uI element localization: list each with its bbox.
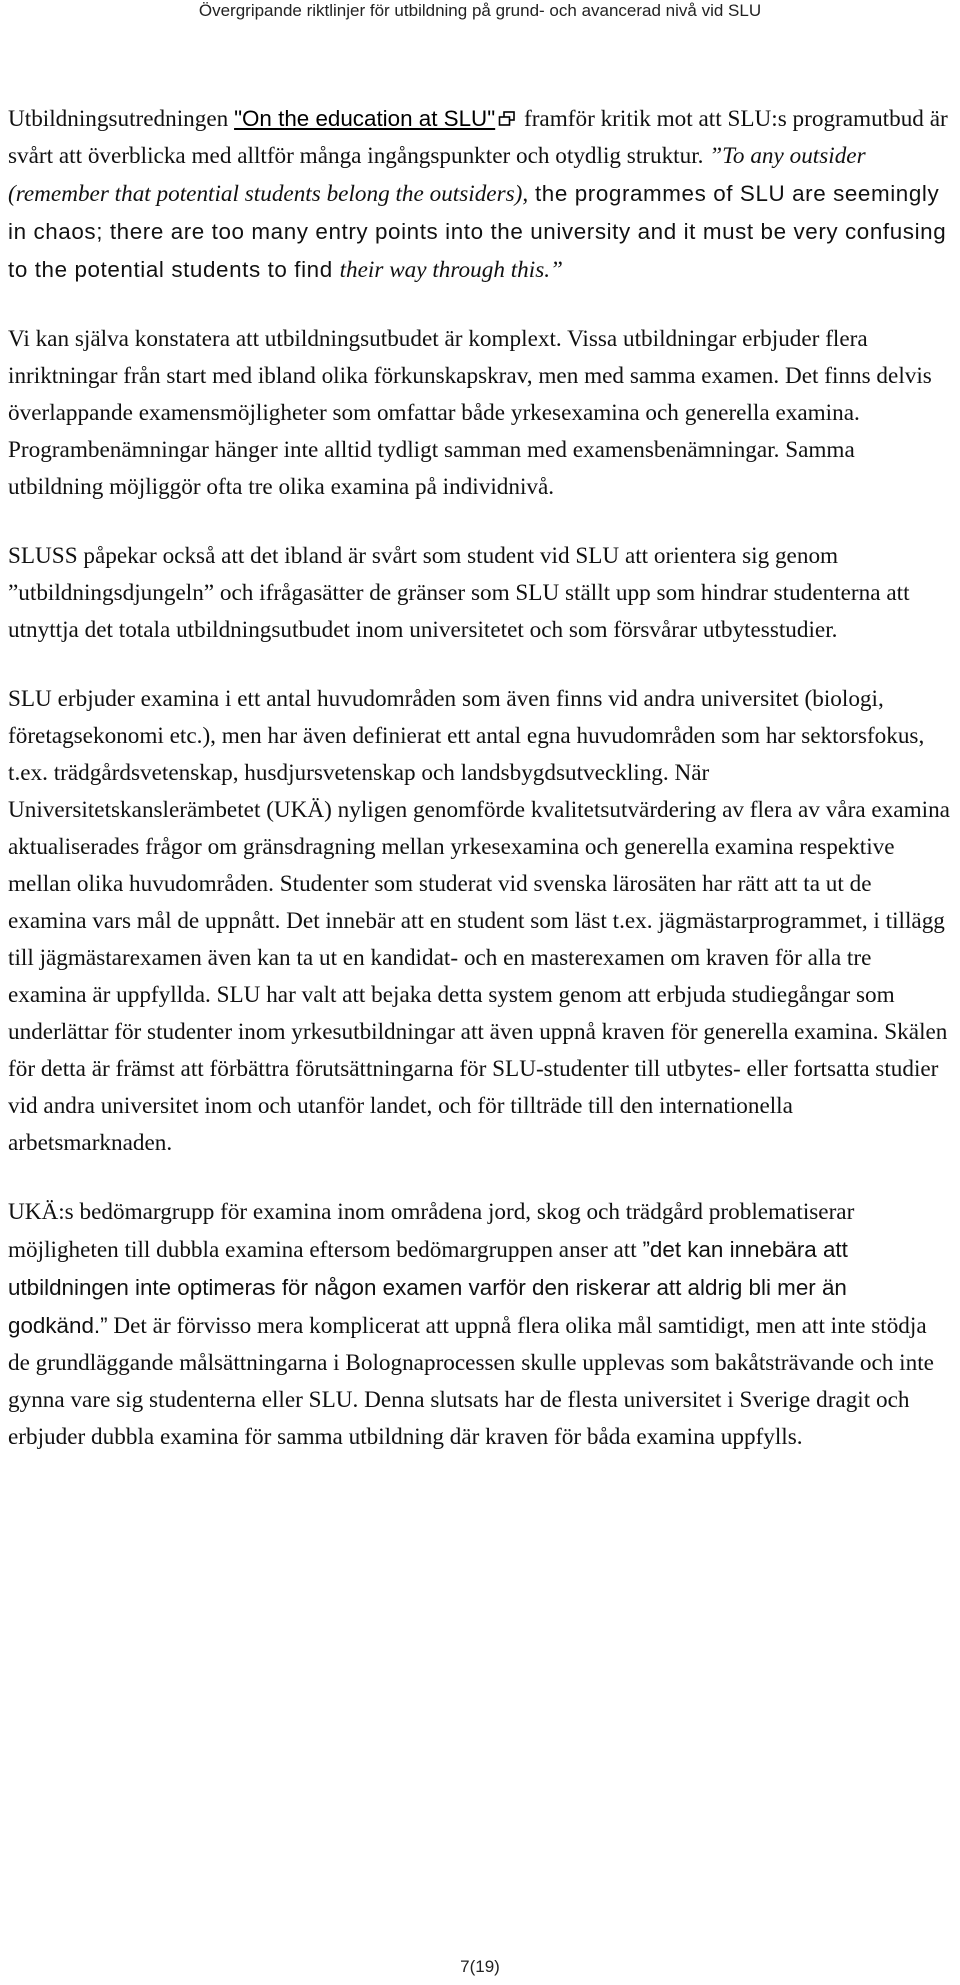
p1-quote-start: ”To any outsider (remember that potential students belong the outsiders), xyxy=(8,143,866,207)
p5-intro-text: UKÄ:s bedömargrupp för examina inom områdena jord, skog och trädgård problematiserar möjligheten till dubbla examina eftersom bedömargruppen anser att xyxy=(8,1199,855,1263)
paragraph-2: Vi kan själva konstatera att utbildningsutbudet är komplext. Vissa utbildningar erbjuder flera inriktningar från start med ibland olika förkunskapskrav, men med samma examen. Det finns delvis överlappande examensmöjligheter som omfattar både yrkesexamina och generella examina. Programbenämningar hänger inte alltid tydligt samman med examensbenämningar. Samma utbildning möjliggör ofta tre olika examina på individnivå. xyxy=(8,326,932,500)
education-report-link[interactable]: "On the education at SLU" xyxy=(234,106,496,131)
p1-intro-text: Utbildningsutredningen xyxy=(8,106,235,132)
paragraph-4: SLU erbjuder examina i ett antal huvudområden som även finns vid andra universitet (biologi, företagsekonomi etc.), men har även definierat ett antal egna huvudområden som har sektorsfokus, t.ex. trädgårdsvetenskap, husdjursvetenskap och landsbygdsutveckling. När Universitetskanslerämbetet (UKÄ) nyligen genomförde kvalitetsutvärdering av flera av våra examina aktualiserades frågor om gränsdragning mellan yrkesexamina och generella examina respektive mellan olika huvudområden. Studenter som studerat vid svenska lärosäten har rätt att ta ut de examina vars mål de uppnått. Det innebär att en student som läst t.ex. jägmästarprogrammet, i tillägg till jägmästarexamen även kan ta ut en kandidat- och en masterexamen om kraven för alla tre examina är uppfyllda. SLU har valt att bejaka detta system genom att erbjuda studiegångar som underlättar för studenter inom yrkesutbildningar att även uppnå kraven för generella examina. Skälen för detta är främst att förbättra förutsättningarna för SLU-studenter till utbytes- eller fortsatta studier vid andra universitet inom och utanför landet, och för tillträde till den internationella arbetsmarknaden. xyxy=(8,686,950,1156)
p1-quote-body: the programmes of SLU are seemingly in chaos; there are too many entry points into the university and it must be very confusing to the potential students to find xyxy=(8,181,947,282)
page-number: 7(19) xyxy=(460,1957,500,1976)
external-link-icon[interactable] xyxy=(498,102,516,118)
p1-quote-end: their way through this.” xyxy=(339,257,563,283)
running-header: Övergripande riktlinjer för utbildning på grund- och avancerad nivå vid SLU xyxy=(198,1,762,20)
paragraph-5 xyxy=(8,1194,952,1456)
p1-after-link-text: framför kritik mot att SLU:s programutbud är svårt att överblicka med alltför många ingångspunkter och otydlig struktur. xyxy=(8,106,948,169)
p5-after-text: Det är förvisso mera komplicerat att uppnå flera olika mål samtidigt, men att inte stödja de grundläggande målsättningarna i Bolognaprocessen skulle upplevas som bakåtsträvande och inte gynna vare sig studenterna eller SLU. Denna slutsats har de flesta universitet i Sverige dragit och erbjuder dubbla examina för samma utbildning där kraven för båda examina uppfylls. xyxy=(8,1313,934,1450)
p5-quote: ”det kan innebära att utbildningen inte optimeras för någon examen varför den riskerar att aldrig bli mer än godkänd.” xyxy=(8,1237,848,1338)
paragraph-3: SLUSS påpekar också att det ibland är svårt som student vid SLU att orientera sig genom ”utbildningsdjungeln” och ifrågasätter de gränser som SLU ställt upp som hindrar studenterna att utnyttja det totala utbildningsutbudet inom universitetet och som försvårar utbytesstudier. xyxy=(8,543,910,643)
document-body xyxy=(8,100,952,1488)
paragraph-1 xyxy=(8,100,952,289)
